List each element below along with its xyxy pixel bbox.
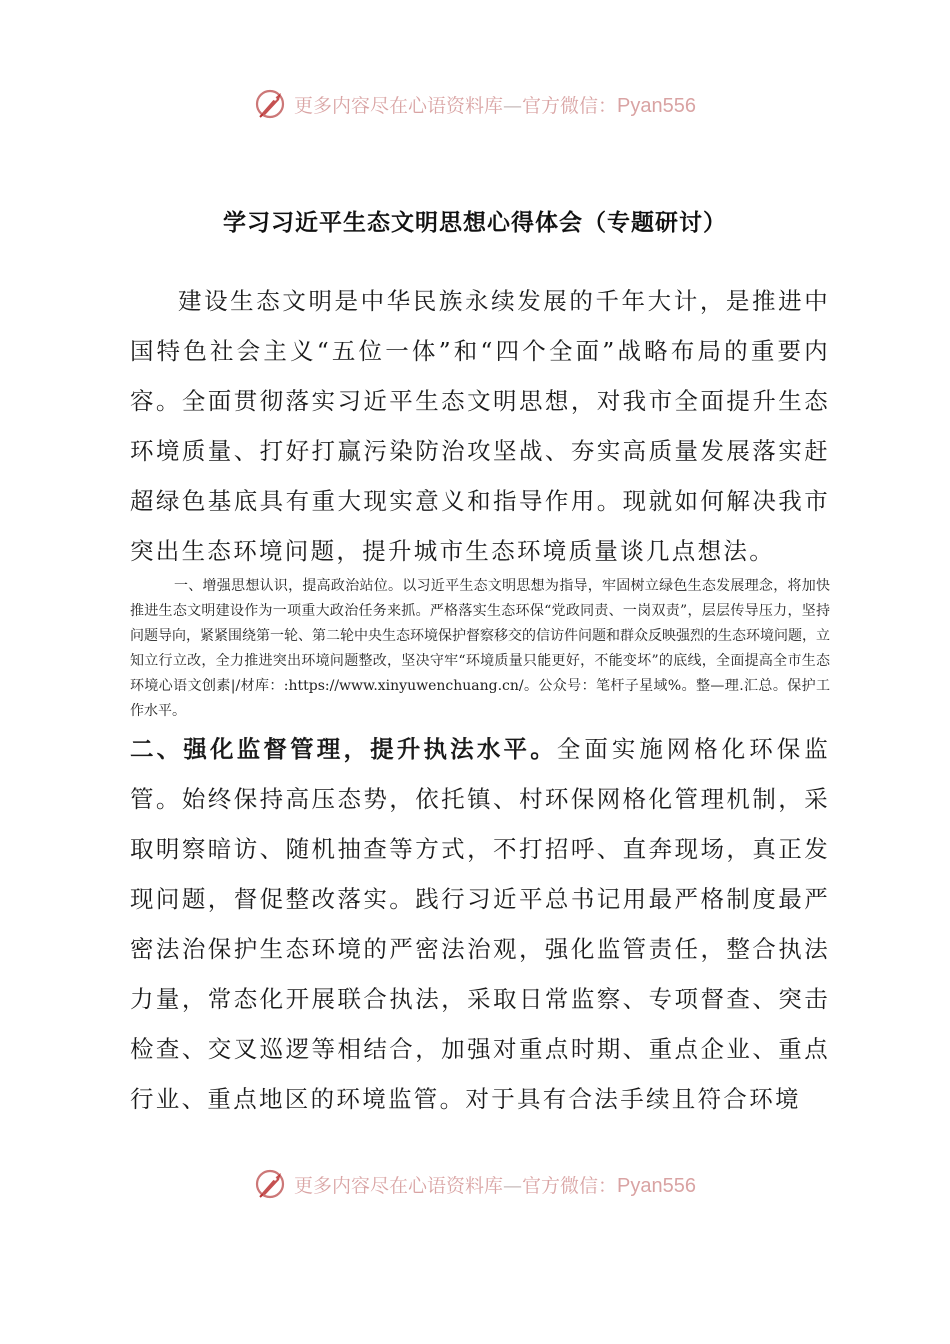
paragraph-section-2	[130, 724, 830, 1124]
pen-nib-logo-icon	[254, 1167, 288, 1201]
watermark-cn2: 官方微信：	[522, 94, 618, 117]
paragraph-section-1: 一、增强思想认识，提高政治站位。以习近平生态文明思想为指导，牢固树立绿色生态发展理念，将加快推进生态文明建设作为一项重大政治任务来抓。严格落实生态环保“党政同责、一岗双责”，层层传导压力，坚持问题导向，紧紧围绕第一轮、第二轮中央生态环境保护督察移交的信访件问题和群众反映强烈的生态环境问题，立知立行立改，全力推进突出环境问题整改，坚决守牢“环境质量只能更好，不能变坏”的底线，全面提高全市生态环境心语文创素|/材库：:https://www.xinyuwenchuang.cn/。公众号：笔杆子星域%。整—理.汇总。保护工作水平。	[130, 578, 830, 719]
pen-nib-logo-icon	[254, 87, 288, 121]
document-title: 学习习近平生态文明思想心得体会（专题研讨）	[223, 210, 727, 236]
watermark-text	[294, 1171, 696, 1198]
watermark-wechat: Pyan556	[617, 94, 696, 117]
header-watermark	[0, 82, 950, 126]
watermark-dash: —	[503, 1174, 523, 1197]
watermark-cn2: 官方微信：	[522, 1174, 618, 1197]
footer-watermark	[0, 1162, 950, 1206]
section-2-heading: 二、强化监督管理，提升执法水平。	[130, 735, 557, 763]
watermark-text	[294, 91, 696, 118]
watermark-cn: 更多内容尽在心语资料库	[294, 1174, 504, 1197]
paragraph-intro: 建设生态文明是中华民族永续发展的千年大计，是推进中国特色社会主义“五位一体”和“四个全面”战略布局的重要内容。全面贯彻落实习近平生态文明思想，对我市全面提升生态环境质量、打好打赢污染防治攻坚战、夯实高质量发展落实赶超绿色基底具有重大现实意义和指导作用。现就如何解决我市突出生态环境问题，提升城市生态环境质量谈几点想法。	[130, 287, 830, 565]
watermark-cn: 更多内容尽在心语资料库	[294, 94, 504, 117]
watermark-dash: —	[503, 94, 523, 117]
watermark-wechat: Pyan556	[617, 1174, 696, 1197]
section-2-body: 全面实施网格化环保监管。始终保持高压态势，依托镇、村环保网格化管理机制，采取明察暗访、随机抽查等方式，不打招呼、直奔现场，真正发现问题，督促整改落实。践行习近平总书记用最严格制度最严密法治保护生态环境的严密法治观，强化监管责任，整合执法力量，常态化开展联合执法，采取日常监察、专项督查、突击检查、交叉巡逻等相结合，加强对重点时期、重点企业、重点行业、重点地区的环境监管。对于具有合法手续且符合环境	[130, 735, 831, 1113]
